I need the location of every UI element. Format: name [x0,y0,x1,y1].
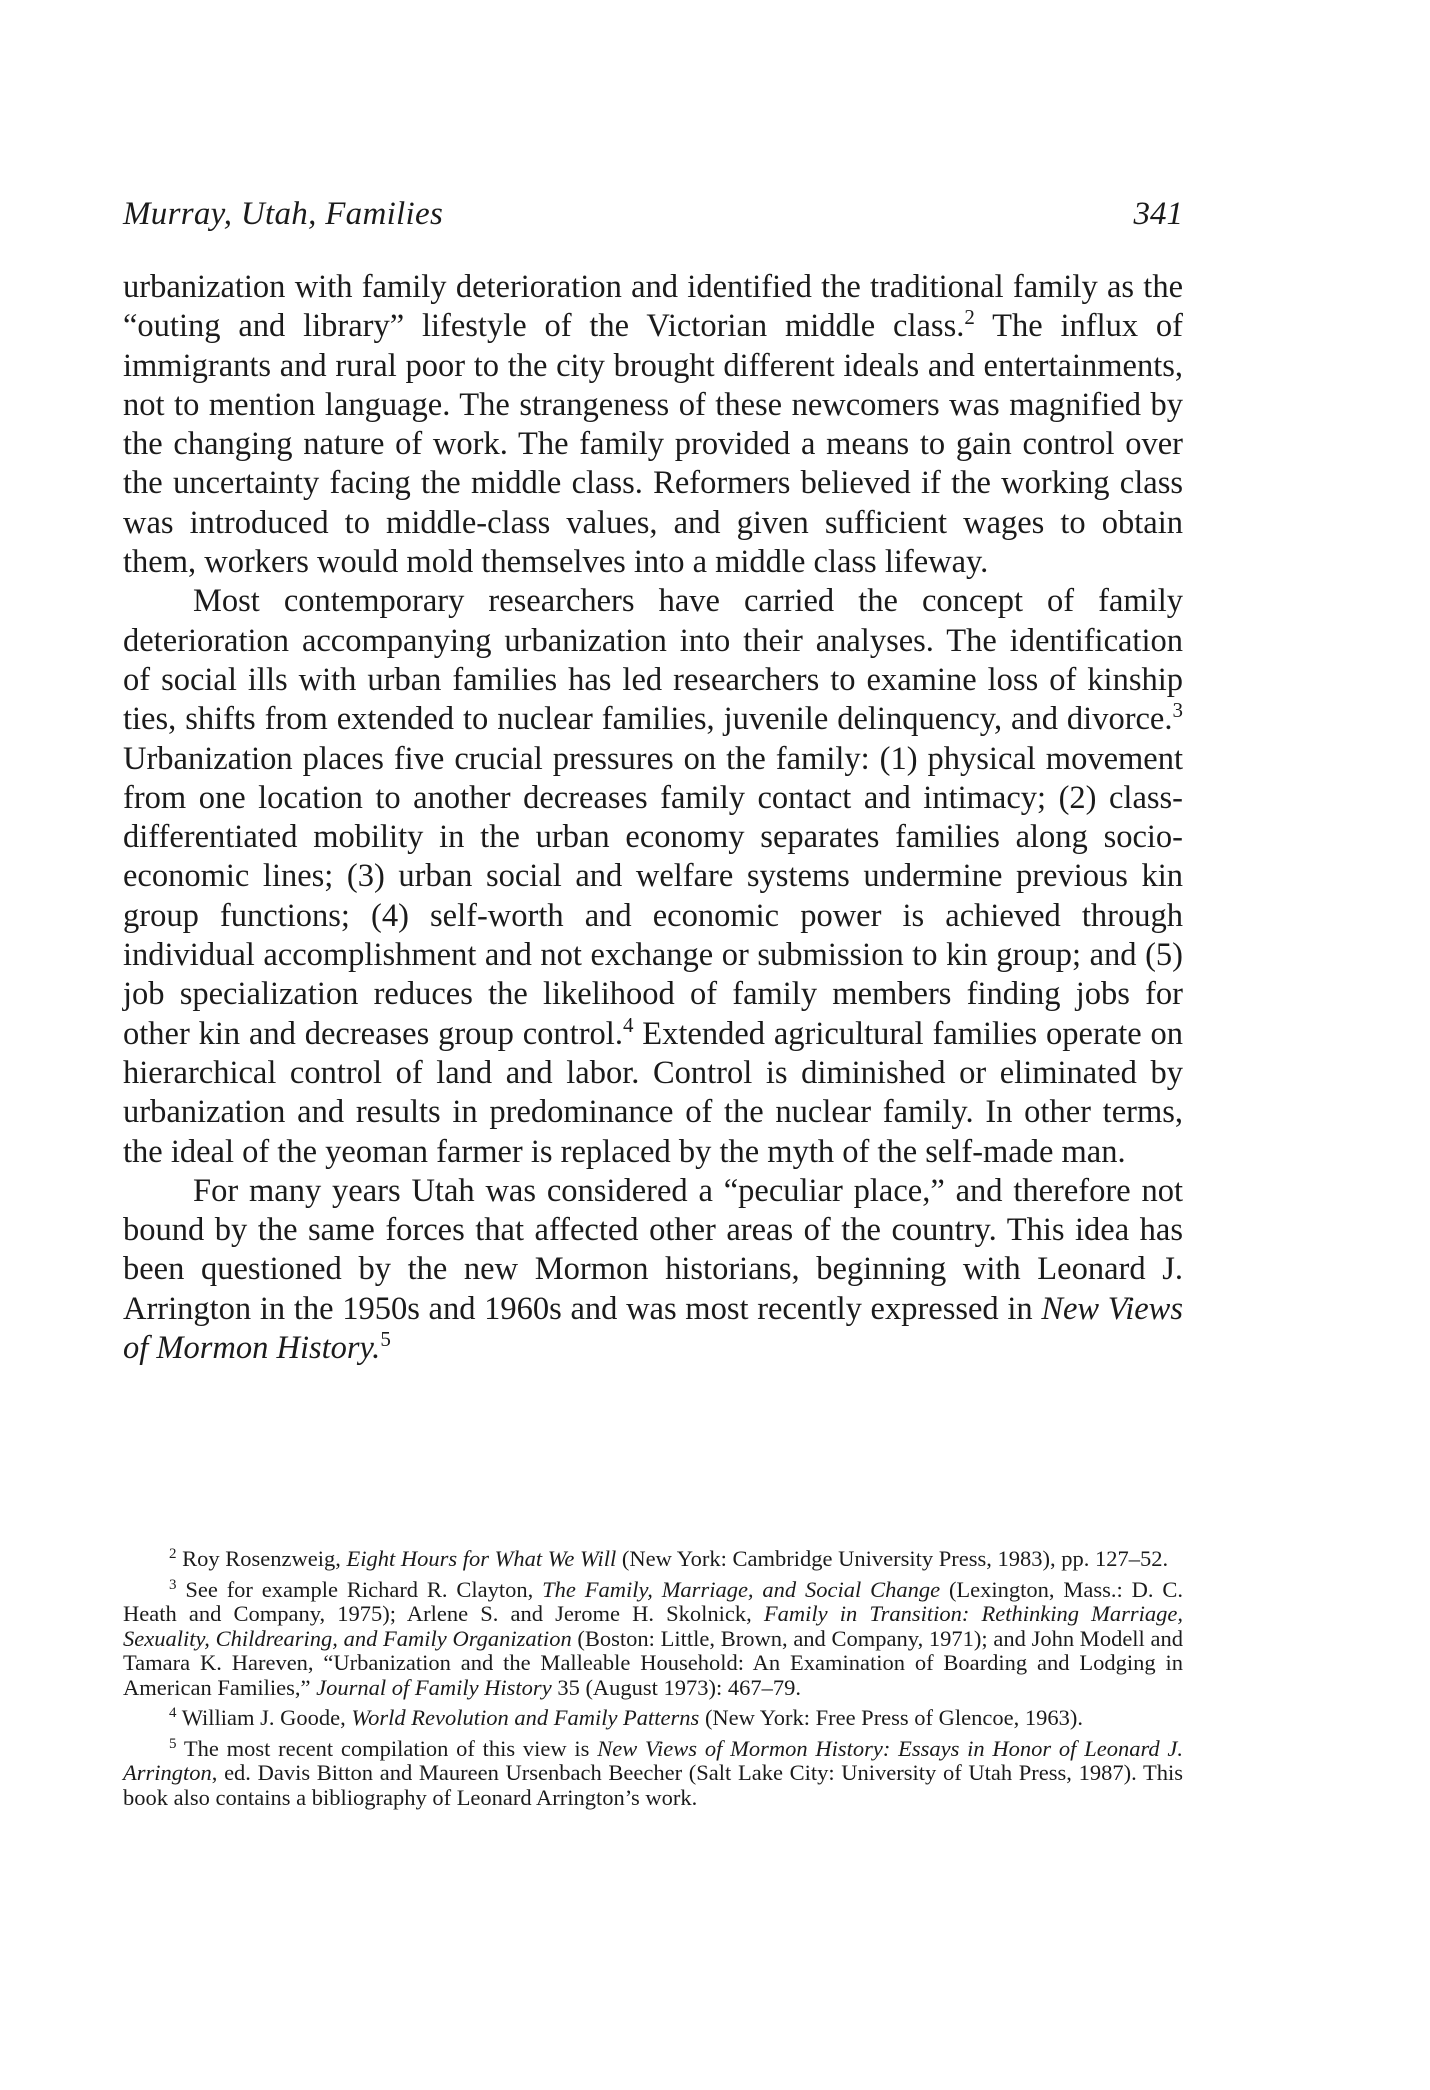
footnote-text: 35 (August 1973): 467–79. [551,1674,802,1700]
paragraph-1 [123,268,1183,582]
footnote-number: 3 [169,1576,177,1593]
footnote-ref-3: 3 [1172,698,1183,723]
footnote-5 [123,1737,1183,1811]
cited-title: Eight Hours for What We Will [346,1546,617,1571]
footnote-text: (New York: Free Press of Glencoe, 1963). [699,1705,1083,1730]
footnote-ref-4: 4 [622,1012,634,1037]
cited-title: World Revolution and Family Patterns [351,1705,700,1730]
footnote-text: The most recent compilation of this view is [176,1735,598,1761]
book-title: New Views of Mormon History. [123,1290,1183,1367]
footnote-ref-2: 2 [964,305,975,330]
footnote-text: Roy Rosenzweig, [176,1546,347,1571]
paragraph-text: Extended agricultural families operate on hierarchical control of land and labor. Control is diminished or eliminated by urbanization and results in predominance of the nuclear family. In other terms, the ideal of the yeoman farmer is replaced by the myth of the self-made man. [123,1015,1184,1170]
footnote-text: (Lexington, Mass.: D. C. Heath and Company, 1975); Arlene S. and Jerome H. Skolnick, [123,1576,1183,1626]
footnote-text: , ed. Davis Bitton and Maureen Ursenbach Beecher (Salt Lake City: University of Utah Press, 1987). This book also contains a bibliography of Leonard Arrington’s work. [123,1760,1183,1810]
footnote-text: (Boston: Little, Brown, and Company, 1971); and John Modell and Tamara K. Hareven, “Urbanization and the Malleable Household: An Examination of Boarding and Lodging in American Families,” [123,1625,1184,1700]
footnote-number: 2 [169,1546,177,1562]
paragraph-text: urbanization with family deterioration and identified the traditional family as the “outing and library” lifestyle of the Victorian middle class. [123,269,1183,345]
footnote-ref-5: 5 [380,1327,391,1352]
footnote-number: 5 [169,1735,177,1752]
cited-title: The Family, Marriage, and Social Change [542,1576,941,1602]
footnote-number: 4 [169,1705,177,1721]
page-header [123,196,1183,236]
footnotes [123,1547,1183,1816]
footnote-text: William J. Goode, [176,1705,352,1730]
page-number: 341 [1133,196,1183,232]
body-text [123,268,1183,1368]
footnote-2 [123,1547,1183,1572]
cited-title: New Views of Mormon History: Essays in Honor of Leonard J. Arrington [123,1735,1184,1785]
footnote-text: See for example Richard R. Clayton, [176,1576,543,1602]
paragraph-text: Most contemporary researchers have carried the concept of family deterioration accompanying urbanization into their analyses. The identification of social ills with urban families has led researchers to examine loss of kinship ties, shifts from extended to nuclear families, juvenile delinquency, and divorce. [123,583,1183,738]
footnote-4 [123,1706,1183,1731]
footnote-3 [123,1578,1183,1701]
cited-title: Journal of Family History [316,1674,552,1700]
paragraph-3 [123,1172,1183,1368]
paragraph-text: The influx of immigrants and rural poor to the city brought different ideals and entertainments, not to mention language. The strangeness of these newcomers was magnified by the changing nature of work. The family provided a means to gain control over the uncertainty facing the middle class. Reformers believed if the working class was introduced to middle-class values, and given sufficient wages to obtain them, workers would mold themselves into a middle class lifeway. [123,308,1184,581]
paragraph-2 [123,582,1183,1171]
running-head: Murray, Utah, Families [123,196,444,232]
footnote-text: (New York: Cambridge University Press, 1983), pp. 127–52. [616,1546,1169,1571]
cited-title: Family in Transition: Rethinking Marriage, Sexuality, Childrearing, and Family Organization [123,1601,1183,1651]
paragraph-text: For many years Utah was considered a “peculiar place,” and therefore not bound by the same forces that affected other areas of the country. This idea has been questioned by the new Mormon historians, beginning with Leonard J. Arrington in the 1950s and 1960s and was most recently expressed in [123,1172,1183,1327]
paragraph-text: Urbanization places five crucial pressures on the family: (1) physical movement from one location to another decreases family contact and intimacy; (2) class-differentiated mobility in the urban economy separates families along socio-economic lines; (3) urban social and welfare systems undermine previous kin group functions; (4) self-worth and economic power is achieved through individual accomplishment and not exchange or submission to kin group; and (5) job specialization reduces the likelihood of family members finding jobs for other kin and decreases group control. [123,740,1183,1052]
